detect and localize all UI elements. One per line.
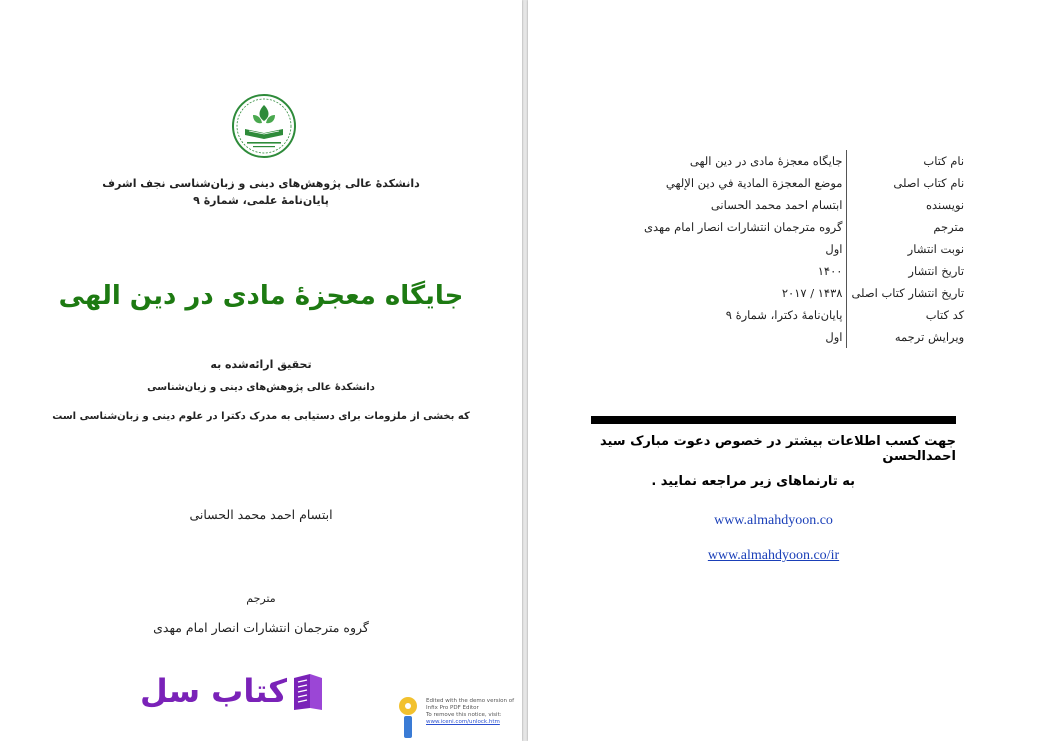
info-key: نام کتاب اصلی [847, 172, 968, 194]
translator-name: گروه مترجمان انتشارات انصار امام مهدی [153, 620, 369, 635]
info-value: گروه مترجمان انتشارات انصار امام مهدی [644, 220, 843, 234]
website-link-ir[interactable] [591, 548, 956, 564]
info-row [640, 260, 968, 282]
author-name: ابتسام احمد محمد الحسانی [189, 507, 333, 522]
info-row [640, 238, 968, 260]
presented-to: تحقیق ارائه‌شده به [210, 358, 312, 371]
info-key: کد کتاب [847, 304, 968, 326]
info-row [640, 172, 968, 194]
info-row [640, 216, 968, 238]
info-row [640, 150, 968, 172]
divider-bar [591, 416, 956, 424]
info-key: تاریخ انتشار کتاب اصلی [847, 282, 968, 304]
info-key: تاریخ انتشار [847, 260, 968, 282]
info-key: مترجم [847, 216, 968, 238]
notice-heading: جهت کسب اطلاعات بیشتر در خصوص دعوت مبارک سید احمدالحسن [599, 434, 956, 464]
info-key: ویرایش ترجمه [847, 326, 968, 348]
university-logo [231, 93, 297, 159]
info-value: اول [825, 330, 843, 344]
info-value: جایگاه معجزهٔ مادی در دین الهی [689, 154, 843, 168]
series-number: پایان‌نامهٔ علمی، شمارهٔ ۹ [193, 194, 329, 207]
brand-logo-text: کتاب سل [140, 672, 288, 710]
editor-notice [426, 698, 514, 726]
info-key: نام کتاب [847, 150, 968, 172]
info-value: ابتسام احمد محمد الحسانی [710, 198, 843, 212]
book-info-table [640, 150, 968, 348]
notice-line: Edited with the demo version of [426, 698, 515, 704]
info-key: نوبت انتشار [847, 238, 968, 260]
website-link[interactable]: www.almahdyoon.co [714, 513, 833, 528]
info-value: ۱۴۰۰ [817, 264, 843, 278]
info-value: اول [825, 242, 843, 256]
university-name: دانشکدهٔ عالی پژوهش‌های دینی و زبان‌شناسی نجف اشرف [102, 177, 420, 190]
book-title: جایگاه معجزهٔ مادی در دین الهی [58, 281, 464, 311]
pdf-editor-icon [394, 696, 420, 740]
notice-subheading: به تارنماهای زیر مراجعه نمایید . [651, 474, 855, 489]
info-row [640, 194, 968, 216]
notice-line: Infix Pro PDF Editor [426, 705, 479, 711]
left-page [0, 0, 522, 741]
info-value: موضع المعجزة المادية في دين الإلهي [665, 176, 843, 190]
book-icon [290, 670, 326, 712]
degree-purpose: که بخشی از ملزومات برای دستیابی به مدرک دکترا در علوم دینی و زبان‌شناسی است [52, 411, 470, 422]
faculty-name: دانشکدهٔ عالی پژوهش‌های دینی و زبان‌شناسی [147, 382, 375, 393]
translator-label: مترجم [246, 592, 276, 605]
right-page [528, 0, 1053, 741]
info-row [640, 326, 968, 348]
info-key: نویسنده [847, 194, 968, 216]
info-value: پایان‌نامهٔ دکترا، شمارهٔ ۹ [725, 308, 843, 322]
website-link-ir-text[interactable]: www.almahdyoon.co/ir [707, 548, 840, 563]
info-row [640, 304, 968, 326]
notice-link[interactable]: www.iceni.com/unlock.htm [426, 719, 500, 725]
info-value: ۱۴۳۸ / ۲۰۱۷ [781, 286, 843, 300]
info-row [640, 282, 968, 304]
notice-line: To remove this notice, visit: [426, 712, 502, 718]
